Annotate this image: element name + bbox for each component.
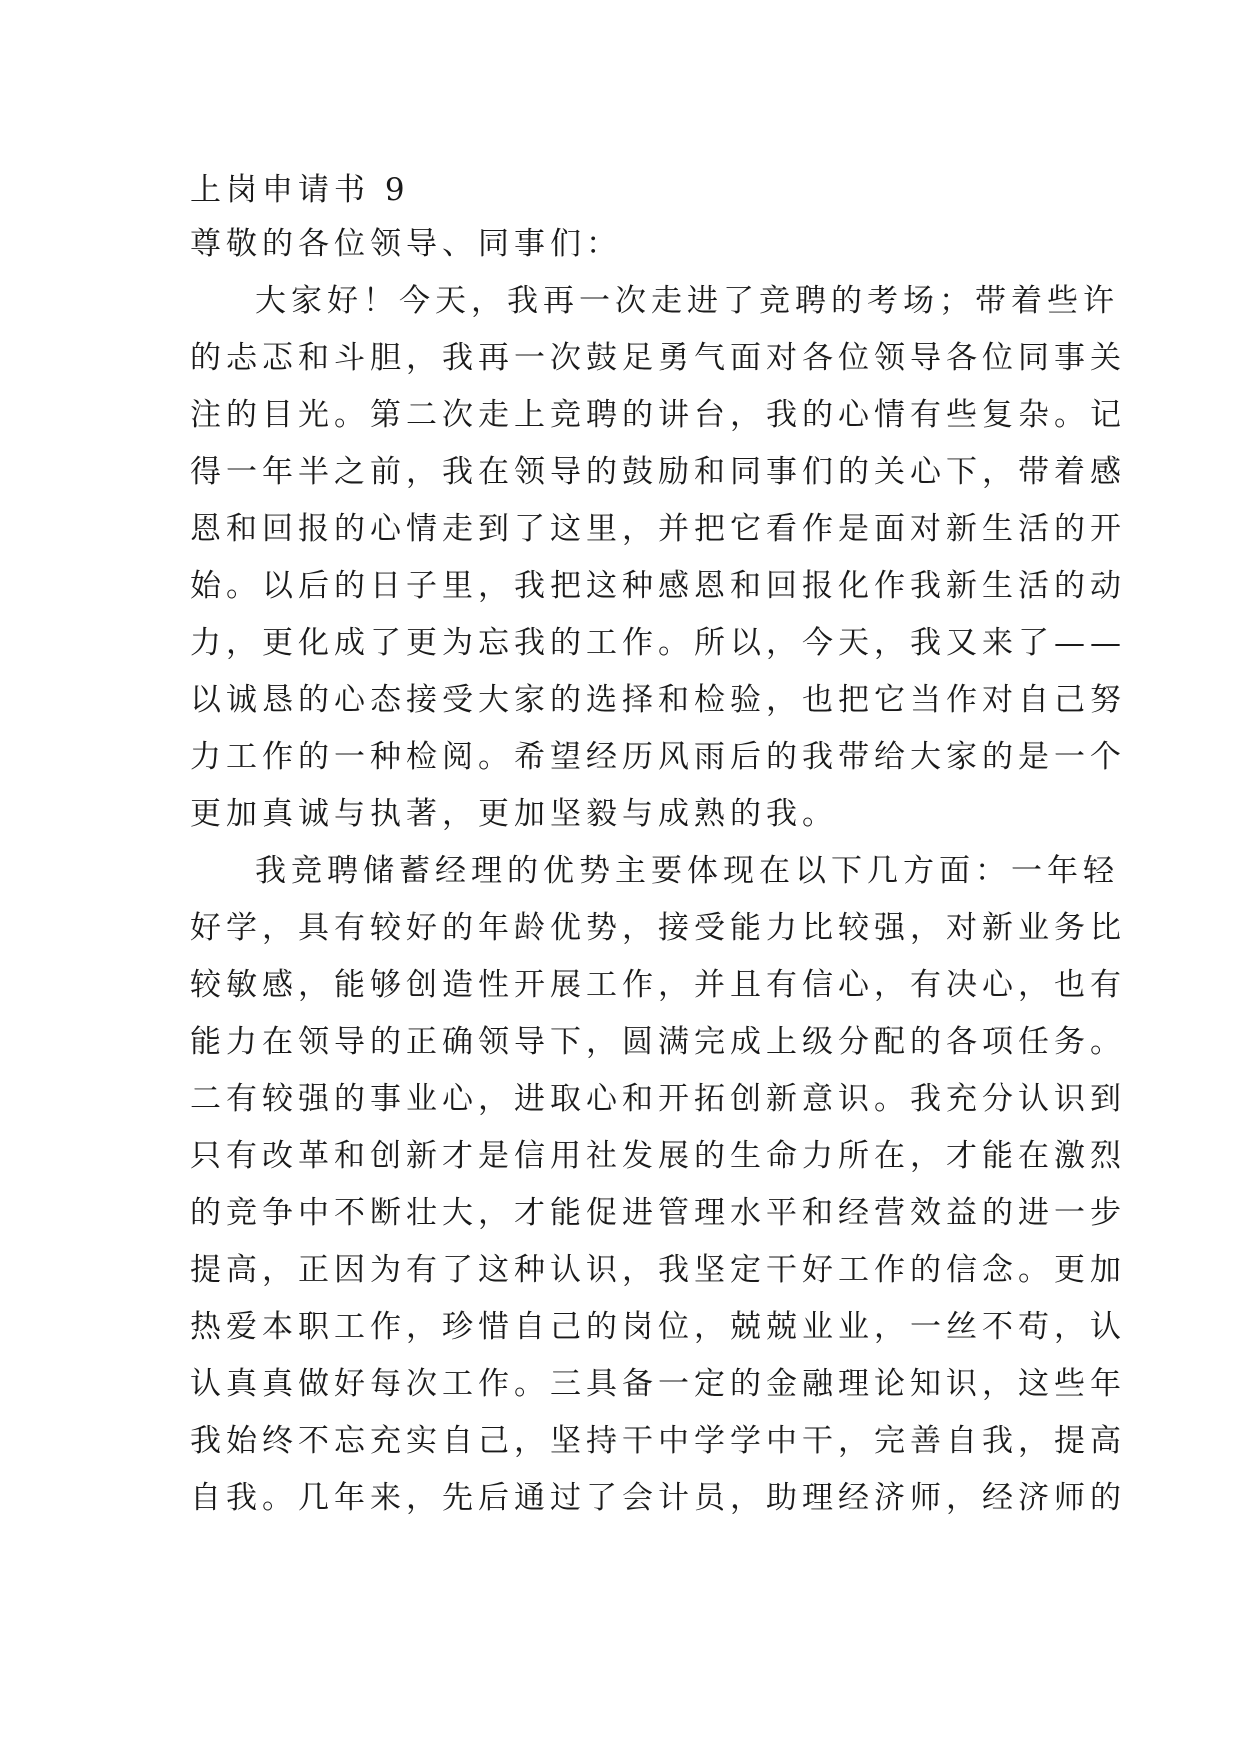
salutation: 尊敬的各位领导、同事们： xyxy=(190,226,622,262)
paragraph-line: 二有较强的事业心，进取心和开拓创新意识。我充分认识到 xyxy=(190,1081,1126,1117)
paragraph-line: 我始终不忘充实自己，坚持干中学学中干，完善自我，提高 xyxy=(190,1423,1126,1459)
paragraph-line: 能力在领导的正确领导下，圆满完成上级分配的各项任务。 xyxy=(190,1024,1126,1060)
paragraph-line: 认真真做好每次工作。三具备一定的金融理论知识，这些年 xyxy=(190,1366,1126,1402)
paragraph-line: 注的目光。第二次走上竞聘的讲台，我的心情有些复杂。记 xyxy=(190,397,1126,433)
paragraph-line: 得一年半之前，我在领导的鼓励和同事们的关心下，带着感 xyxy=(190,454,1126,490)
paragraph-line: 始。以后的日子里，我把这种感恩和回报化作我新生活的动 xyxy=(190,568,1126,604)
paragraph-line: 提高，正因为有了这种认识，我坚定干好工作的信念。更加 xyxy=(190,1252,1126,1288)
paragraph-line: 只有改革和创新才是信用社发展的生命力所在，才能在激烈 xyxy=(190,1138,1126,1174)
paragraph-line: 自我。几年来，先后通过了会计员，助理经济师，经济师的 xyxy=(190,1480,1126,1516)
paragraph-line: 恩和回报的心情走到了这里，并把它看作是面对新生活的开 xyxy=(190,511,1126,547)
paragraph-line: 大家好！今天，我再一次走进了竞聘的考场；带着些许 xyxy=(255,283,1119,319)
paragraph-line: 好学，具有较好的年龄优势，接受能力比较强，对新业务比 xyxy=(190,910,1126,946)
paragraph-line: 力工作的一种检阅。希望经历风雨后的我带给大家的是一个 xyxy=(190,739,1126,775)
paragraph-line: 我竞聘储蓄经理的优势主要体现在以下几方面：一年轻 xyxy=(255,853,1119,889)
paragraph-line: 较敏感，能够创造性开展工作，并且有信心，有决心，也有 xyxy=(190,967,1126,1003)
paragraph-line: 力，更化成了更为忘我的工作。所以，今天，我又来了—— xyxy=(190,625,1126,661)
document-title: 上岗申请书 9 xyxy=(190,172,410,208)
paragraph-line: 热爱本职工作，珍惜自己的岗位，兢兢业业，一丝不苟，认 xyxy=(190,1309,1126,1345)
paragraph-line: 的忐忑和斗胆，我再一次鼓足勇气面对各位领导各位同事关 xyxy=(190,340,1126,376)
paragraph-line: 更加真诚与执著，更加坚毅与成熟的我。 xyxy=(190,796,838,832)
paragraph-line: 以诚恳的心态接受大家的选择和检验，也把它当作对自己努 xyxy=(190,682,1126,718)
paragraph-line: 的竞争中不断壮大，才能促进管理水平和经营效益的进一步 xyxy=(190,1195,1126,1231)
